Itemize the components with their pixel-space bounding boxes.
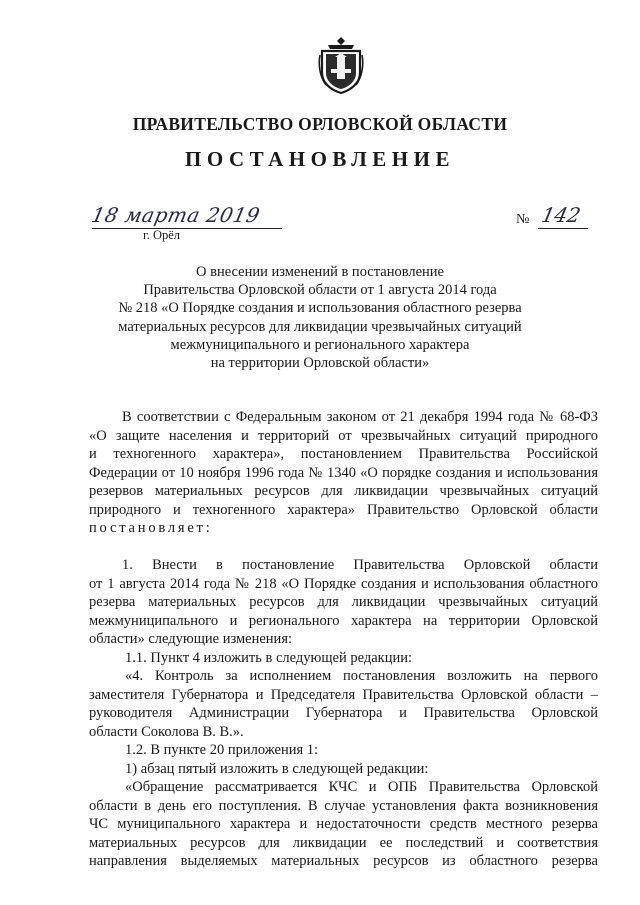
body-line: 1) абзац пятый изложить в следующей редакции: bbox=[125, 760, 429, 777]
document-subject bbox=[80, 263, 560, 372]
document-type: ПОСТАНОВЛЕНИЕ bbox=[185, 147, 455, 171]
body-line: межмуниципального и регионального характера на территории Орловской bbox=[89, 612, 598, 629]
body-line: заместителя Губернатора и Председателя Правительства Орловской области – bbox=[89, 686, 598, 703]
body-line: руководителя Администрации Губернатора и Правительства Орловской bbox=[89, 705, 598, 721]
body-line: от 1 августа 2014 года № 218 «О Порядке создания и использования областного bbox=[89, 575, 598, 592]
body-line: области» следующие изменения: bbox=[89, 631, 293, 647]
subject-line: материальных ресурсов для ликвидации чрезвычайных ситуаций bbox=[118, 318, 522, 335]
handwritten-date: 18 марта 2019 bbox=[89, 203, 263, 227]
government-title: ПРАВИТЕЛЬСТВО ОРЛОВСКОЙ ОБЛАСТИ bbox=[132, 114, 508, 134]
number-label: № bbox=[516, 212, 530, 227]
date-field bbox=[89, 203, 287, 233]
body-line: 1. Внести в постановление Правительства Орловской области bbox=[122, 557, 598, 573]
body-line: «Обращение рассматривается КЧС и ОПБ Правительства Орловской bbox=[125, 779, 598, 795]
coat-of-arms-emblem bbox=[318, 35, 364, 95]
body-line: 1.2. В пункте 20 приложения 1: bbox=[125, 742, 319, 758]
body-line: В соответствии с Федеральным законом от 21 декабря 1994 года № 68-ФЗ bbox=[122, 409, 598, 425]
body-line: резерва материальных ресурсов для ликвидации чрезвычайных ситуаций bbox=[89, 594, 598, 610]
body-line: «О защите населения и территорий от чрезвычайных ситуаций природного bbox=[89, 427, 598, 444]
body-line: ЧС муниципального характера и недостаточности средств местного резерва bbox=[89, 816, 598, 832]
body-line: природного и техногенного характера» Правительство Орловской области bbox=[89, 501, 598, 518]
body-line: направления выделяемых материальных ресурсов из областного резерва bbox=[89, 853, 598, 869]
date-underline bbox=[92, 228, 282, 229]
body-line: области в день его поступления. В случае установления факта возникновения bbox=[89, 797, 598, 814]
subject-line: Правительства Орловской области от 1 августа 2014 года bbox=[143, 282, 497, 299]
body-line: постановляет: bbox=[89, 520, 213, 536]
subject-line: О внесении изменений в постановление bbox=[196, 264, 444, 280]
body-line: 1.1. Пункт 4 изложить в следующей редакции: bbox=[125, 649, 413, 666]
body-line: области Соколова В. В.». bbox=[89, 723, 244, 740]
body-line: «4. Контроль за исполнением постановления возложить на первого bbox=[125, 668, 598, 684]
document-body bbox=[89, 408, 598, 871]
handwritten-number: 142 bbox=[539, 203, 583, 227]
body-line: Федерации от 10 ноября 1996 года № 1340 «О порядке создания и использования bbox=[89, 464, 598, 481]
body-line: и техногенного характера», постановлением Правительства Российской bbox=[89, 446, 598, 462]
city-label: г. Орёл bbox=[143, 228, 181, 242]
subject-line: на территории Орловской области» bbox=[210, 355, 430, 372]
subject-line: № 218 «О Порядке создания и использования областного резерва bbox=[118, 300, 522, 317]
number-underline bbox=[538, 228, 588, 229]
body-line: материальных ресурсов для ликвидации ее последствий и соответствия bbox=[89, 834, 598, 851]
subject-line: межмуниципального и регионального характера bbox=[170, 336, 470, 353]
body-line: резервов материальных ресурсов для ликвидации чрезвычайных ситуаций bbox=[89, 483, 598, 499]
